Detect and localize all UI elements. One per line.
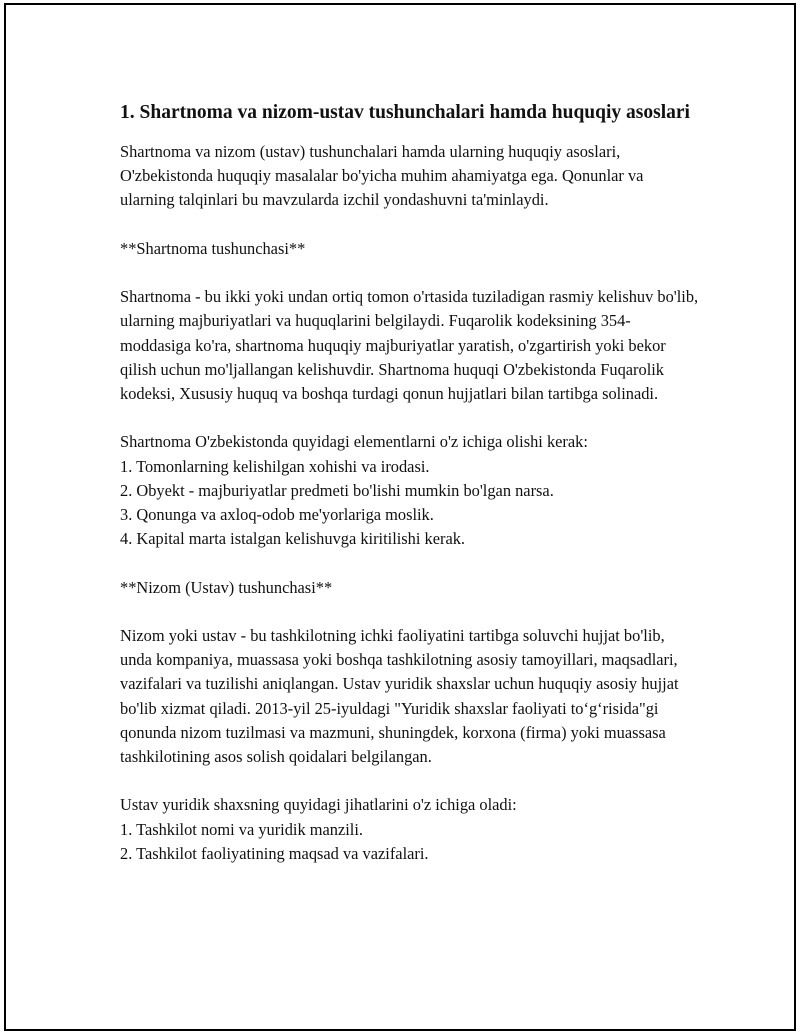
- paragraph-gap: [120, 261, 700, 285]
- ustav-list-intro: Ustav yuridik shaxsning quyidagi jihatlarini o'z ichiga oladi:: [120, 795, 517, 815]
- document-page: [4, 3, 796, 1031]
- paragraph-gap: [120, 551, 700, 575]
- document-title: 1. Shartnoma va nizom-ustav tushunchalari hamda huquqiy asoslari: [120, 102, 690, 123]
- ustav-aspects-list: [120, 818, 700, 866]
- list-item: 4. Kapital marta istalgan kelishuvga kiritilishi kerak.: [120, 529, 466, 549]
- shartnoma-elements-list: [120, 455, 700, 552]
- paragraph-gap: [120, 600, 700, 624]
- list-item: 2. Tashkilot faoliyatining maqsad va vazifalari.: [120, 843, 429, 863]
- shartnoma-list-intro: Shartnoma O'zbekistonda quyidagi elementlarni o'z ichiga olishi kerak:: [120, 432, 588, 452]
- nizom-paragraph: Nizom yoki ustav - bu tashkilotning ichki faoliyatini tartibga soluvchi hujjat bo'lib, unda kompaniya, muassasa yoki boshqa tashkilotning asosiy tamoyillari, maqsadlari, vazifalari va tuzilishi aniqlangan. Ustav yuridik shaxslar uchun huquqiy asosiy hujjat bo'lib xizmat qiladi. 2013-yil 25-iyuldagi "Yuridik shaxslar faoliyati to‘g‘risida"gi qonunda nizom tuzilmasi va mazmuni, shuningdek, korxona (firma) yoki muassasa tashkilotining asos solish qoidalari belgilangan.: [120, 625, 679, 766]
- shartnoma-paragraph: Shartnoma - bu ikki yoki undan ortiq tomon o'rtasida tuziladigan rasmiy kelishuv bo'lib, ularning majburiyatlari va huquqlarini belgilaydi. Fuqarolik kodeksining 354-moddasiga ko'ra, shartnoma huquqiy majburiyatlar yaratish, o'zgartirish yoki bekor qilish uchun mo'ljallangan kelishuvdir. Shartnoma huquqi O'zbekistonda Fuqarolik kodeksi, Xususiy huquq va boshqa turdagi qonun hujjatlari bilan tartibga solinadi.: [120, 287, 699, 403]
- list-item: 1. Tashkilot nomi va yuridik manzili.: [120, 819, 364, 839]
- paragraph-gap: [120, 769, 700, 793]
- document-body: [120, 98, 700, 866]
- list-item: 3. Qonunga va axloq-odob me'yorlariga moslik.: [120, 505, 434, 524]
- list-item: 2. Obyekt - majburiyatlar predmeti bo'lishi mumkin bo'lgan narsa.: [120, 480, 554, 500]
- list-item: 1. Tomonlarning kelishilgan xohishi va irodasi.: [120, 456, 430, 476]
- paragraph-gap: [120, 213, 700, 237]
- paragraph-gap: [120, 406, 700, 430]
- section-heading-nizom: **Nizom (Ustav) tushunchasi**: [120, 577, 333, 597]
- intro-paragraph: Shartnoma va nizom (ustav) tushunchalari hamda ularning huquqiy asoslari, O'zbekistonda huquqiy masalalar bo'yicha muhim ahamiyatga ega. Qonunlar va ularning talqinlari bu mavzularda izchil yondashuvni ta'minlaydi.: [120, 142, 644, 210]
- section-heading-shartnoma: **Shartnoma tushunchasi**: [120, 238, 306, 258]
